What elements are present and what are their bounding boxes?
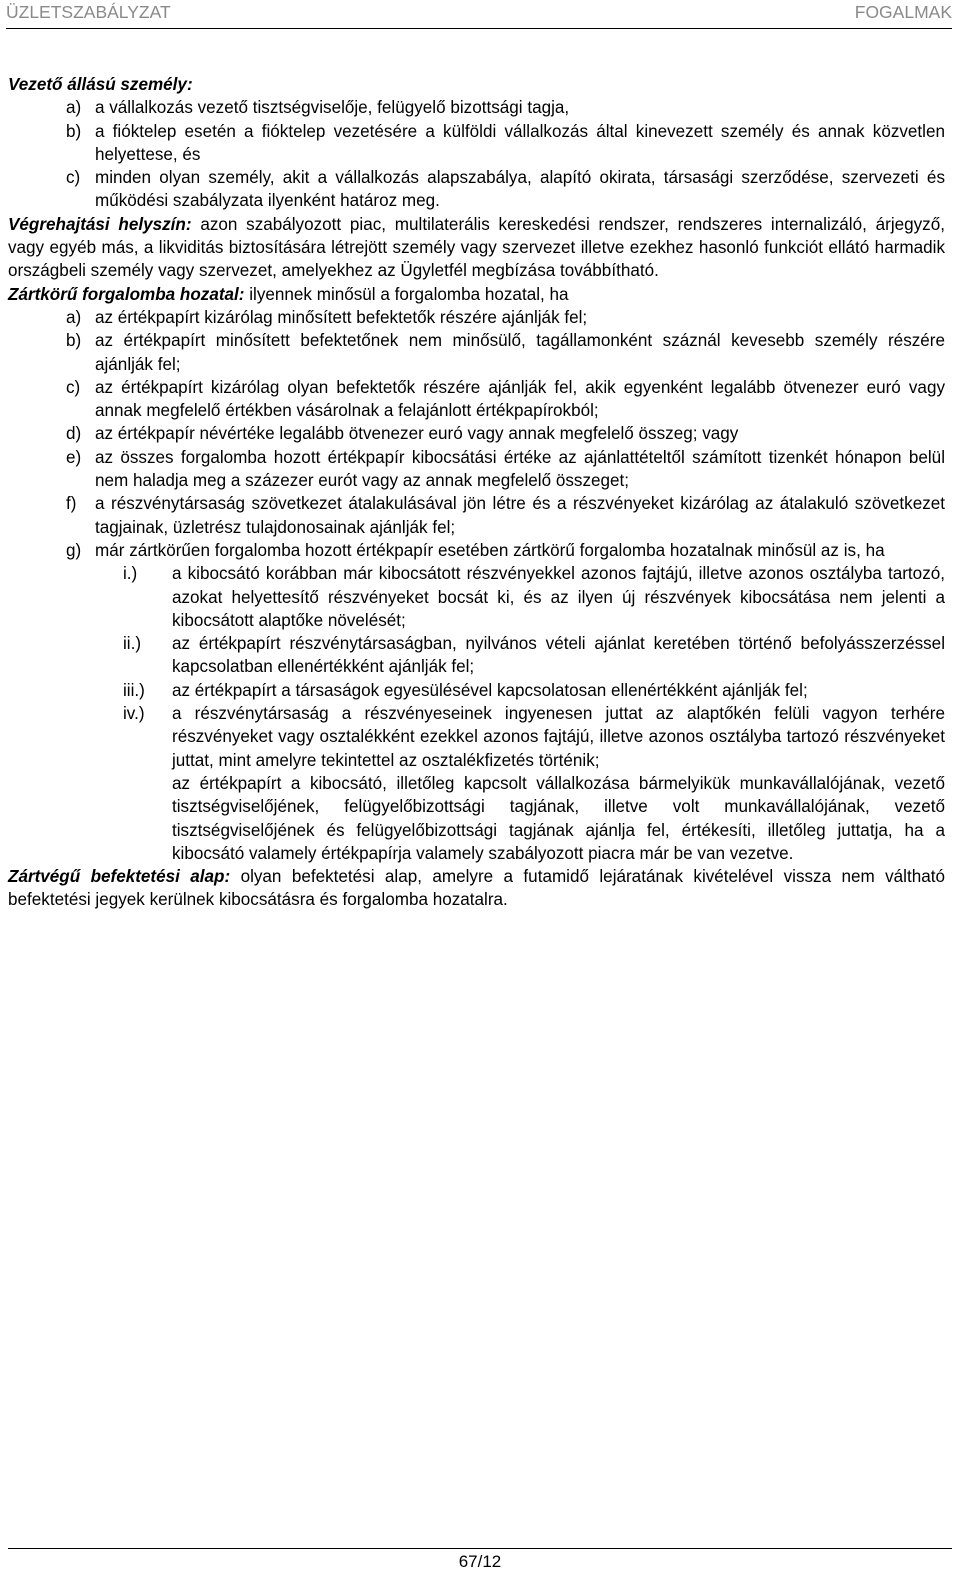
- list-text: az értékpapírt minősített befektetőnek nem minősülő, tagállamonként száznál kevesebb személy részére ajánlják fel;: [95, 331, 945, 374]
- list-text: a részvénytársaság a részvényeseinek ingyenesen juttat az alaptőkén felüli vagyon terhére részvényeket vagy osztalékként ezekkel azonos fajtájú, illetve azonos osztályba tartozó részvényeket juttat, mint amelyre tekintettel az osztalékfizetés történik;: [172, 704, 945, 770]
- list-text: a vállalkozás vezető tisztségviselője, felügyelő bizottsági tagja,: [95, 98, 570, 118]
- list-marker: iv.): [123, 704, 145, 724]
- list-marker: b): [66, 331, 82, 351]
- sub-list-item: [8, 632, 945, 679]
- list-marker: d): [66, 424, 82, 444]
- list-marker: a): [66, 98, 82, 118]
- list-item: [8, 539, 945, 562]
- sub-list-item: [8, 562, 945, 632]
- list-text: a fióktelep esetén a fióktelep vezetésére a külföldi vállalkozás által kinevezett személy és annak közvetlen helyettese, és: [95, 121, 945, 164]
- list-item: [8, 120, 945, 167]
- list-marker: e): [66, 447, 82, 467]
- definition-zartkoru: [8, 283, 945, 306]
- list-item: [8, 422, 945, 445]
- list-marker: ii.): [123, 634, 142, 654]
- list-text: az értékpapír névértéke legalább ötvenezer euró vagy annak megfelelő összeg; vagy: [95, 424, 739, 444]
- sub-list-item: [8, 679, 945, 702]
- list-item: [8, 306, 945, 329]
- list-marker: b): [66, 121, 82, 141]
- page-number: 67/12: [458, 1552, 502, 1571]
- list-text: az értékpapírt kizárólag olyan befektetők részére ajánlják fel, akik egyenként legalább ötvenezer euró vagy annak megfelelő értékben vásárolnak a felajánlott értékpapírokból;: [95, 377, 945, 421]
- list-text: az értékpapírt a társaságok egyesülésével kapcsolatosan ellenértékként ajánlják fel;: [172, 680, 808, 700]
- list-item: [8, 166, 945, 213]
- list-marker: iii.): [123, 680, 145, 700]
- list-text: az értékpapírt részvénytársaságban, nyilvános vételi ajánlat keretében történő befolyásszerzéssel kapcsolatban ellenértékként ajánlják fel;: [172, 634, 945, 677]
- definition-text: azon szabályozott piac, multilaterális kereskedési rendszer, rendszeres internalizáló, árjegyző, vagy egyéb más, a likviditás biztosítására létrejött személy vagy szervezet illetve ezekhez hasonló funkciót ellátó harmadik országbeli személy vagy szervezet, amelyekhez az Ügyletfél megbízása továbbítható.: [8, 214, 945, 281]
- term-label: Vezető állású személy:: [8, 75, 193, 94]
- list-marker: f): [66, 494, 77, 514]
- list-text: a részvénytársaság szövetkezet átalakulásával jön létre és a részvényeket kizárólag az átalakuló szövetkezet tagjainak, üzletrész tulajdonosainak ajánlják fel;: [95, 494, 945, 537]
- list-text: minden olyan személy, akit a vállalkozás alapszabálya, alapító okirata, társasági szerződése, szervezeti és működési szabályzata ilyenként határoz meg.: [95, 168, 945, 211]
- term-label: Zártkörű forgalomba hozatal:: [8, 284, 245, 304]
- list-marker: i.): [123, 564, 138, 584]
- term-label: Végrehajtási helyszín:: [8, 214, 192, 234]
- term-label: Zártvégű befektetési alap:: [8, 867, 231, 887]
- list-item: [8, 492, 945, 539]
- list-item: [8, 329, 945, 376]
- definition-vegrehajtasi: [8, 213, 945, 283]
- list-marker: c): [66, 377, 81, 397]
- header-title: ÜZLETSZABÁLYZAT: [6, 2, 171, 22]
- sub-list-continuation: az értékpapírt a kibocsátó, illetőleg kapcsolt vállalkozása bármelyikük munkavállalójának, vezető tisztségviselőjének, felügyelőbizottsági tagjának, illetve volt munkavállalójának, vezető tisztségviselőjének és felügyelőbizottsági tagjának ajánlja fel, értékesíti, illetőleg juttatja, ha a kibocsátó valamely értékpapírja valamely szabályozott piacra már be van vezetve.: [172, 773, 945, 863]
- list-marker: c): [66, 168, 81, 188]
- header-section: FOGALMAK: [854, 2, 952, 22]
- sub-list-item: [8, 702, 945, 772]
- definition-term-vezeto: [8, 73, 945, 96]
- list-item: [8, 376, 945, 423]
- list-text: az értékpapírt kizárólag minősített befektetők részére ajánlják fel;: [95, 307, 588, 327]
- document-body: [8, 73, 945, 912]
- list-text: a kibocsátó korábban már kibocsátott részvényekkel azonos fajtájú, illetve azonos osztályba tartozó, azokat helyettesítő részvényeket bocsát ki, és az ilyen új részvények kibocsátása nem jelenti a kibocsátott alaptőke növelését;: [172, 564, 945, 630]
- definition-text: ilyennek minősül a forgalomba hozatal, ha: [244, 284, 569, 304]
- page-header: [6, 0, 952, 29]
- page-footer: [8, 1548, 952, 1572]
- list-item: [8, 96, 945, 119]
- list-text: az összes forgalomba hozott értékpapír kibocsátási értéke az ajánlattételtől számított tizenkét hónapon belül nem haladja meg a százezer eurót vagy az annak megfelelő összeget;: [95, 447, 945, 491]
- list-text: már zártkörűen forgalomba hozott értékpapír esetében zártkörű forgalomba hozatalnak minősül az is, ha: [95, 540, 885, 560]
- definition-zartvegu: [8, 865, 945, 912]
- list-item: [8, 446, 945, 493]
- list-marker: g): [66, 540, 82, 560]
- definition-text: olyan befektetési alap, amelyre a futamidő lejáratának kivételével vissza nem váltható befektetési jegyek kerülnek kibocsátásra és forgalomba hozatalra.: [8, 867, 945, 910]
- list-marker: a): [66, 307, 82, 327]
